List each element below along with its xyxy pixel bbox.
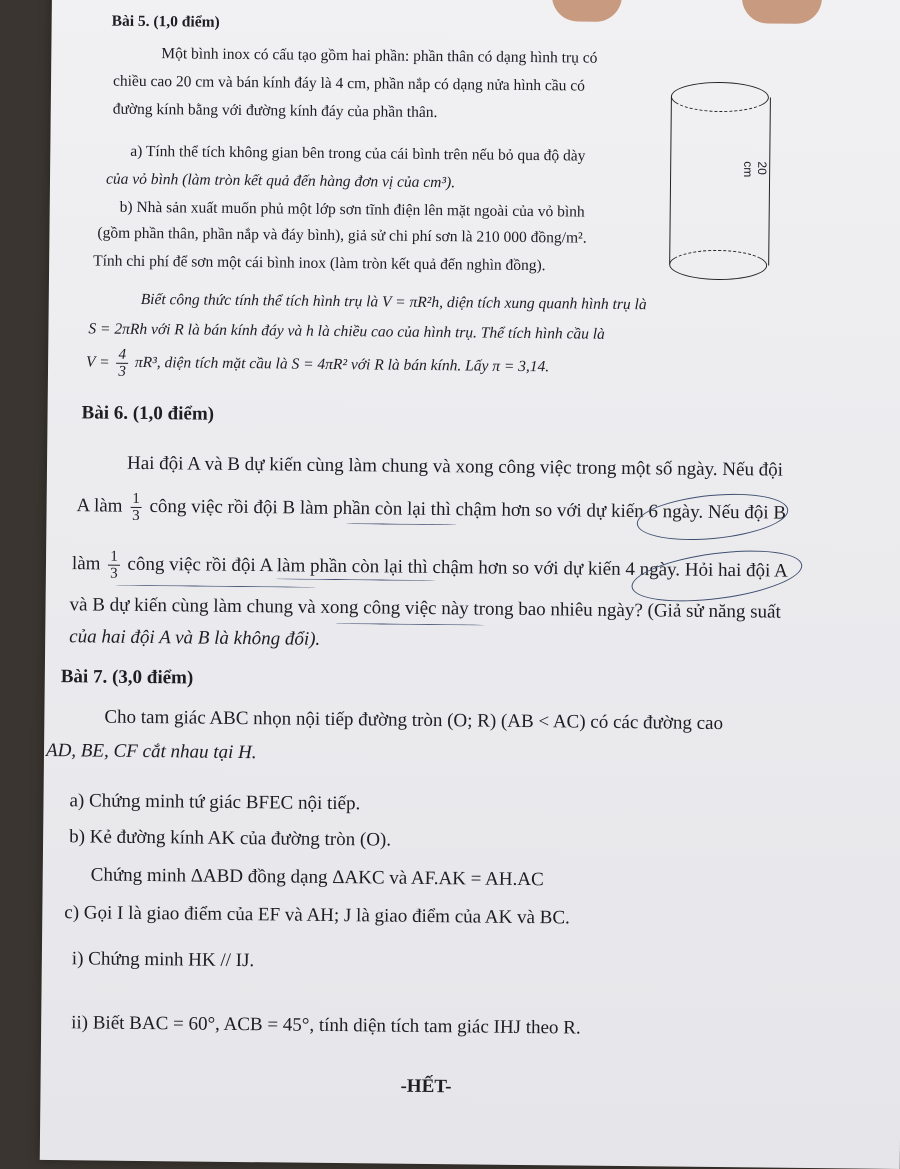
- fraction-numerator: 4: [116, 347, 128, 364]
- bai7-question-c: c) Gọi I là giao điểm của EF và AH; J là giao điểm của AK và BC.: [64, 902, 570, 929]
- bai6-text: và B dự kiến cùng làm chung và xong công việc này trong bao nhiêu ngày? (Giả sử năng suất: [69, 594, 781, 623]
- height-label: 20 cm: [741, 161, 770, 178]
- fraction: [130, 491, 142, 524]
- bai5-title: Bài 5. (1,0 điểm): [111, 12, 220, 31]
- bai7-question-cii: ii) Biết BAC = 60°, ACB = 45°, tính diện tích tam giác IHJ theo R.: [71, 1012, 581, 1039]
- bai6-text-part: công việc rồi đội B làm phần còn lại thì chậm hơn so với dự kiến 6 ngày. Nếu đội B: [149, 495, 787, 524]
- bai7-question-b: Chứng minh ΔABD đồng dạng ΔAKC và AF.AK = AH.AC: [90, 864, 544, 891]
- bai7-text: Cho tam giác ABC nhọn nội tiếp đường tròn (O; R) (AB < AC) có các đường cao: [104, 706, 724, 735]
- formula-text: πR³, diện tích mặt cầu là S = 4πR² với R là bán kính. Lấy π = 3,14.: [134, 353, 550, 376]
- pen-underline: [335, 623, 485, 626]
- bai7-question-b: b) Kẻ đường kính AK của đường tròn (O).: [69, 826, 392, 851]
- finger: [742, 0, 822, 24]
- bai5-formula: Biết công thức tính thể tích hình trụ là V = πR²h, diện tích xung quanh hình trụ là: [140, 290, 647, 314]
- pen-circle: [629, 542, 805, 610]
- fraction-denominator: 3: [118, 363, 126, 380]
- fraction: [108, 549, 120, 582]
- end-marker: -HẾT-: [400, 1075, 452, 1098]
- bai5-question-b: b) Nhà sản xuất muốn phủ một lớp sơn tĩnh điện lên mặt ngoài của vỏ bình: [119, 198, 585, 221]
- bai5-intro: chiều cao 20 cm và bán kính đáy là 4 cm, phần nắp có dạng nửa hình cầu có: [112, 72, 586, 95]
- bai5-question-a: của vỏ bình (làm tròn kết quả đến hàng đơn vị của cm³).: [105, 170, 456, 192]
- bai5-formula: S = 2πRh với R là bán kính đáy và h là chiều cao của hình trụ. Thể tích hình cầu là: [88, 320, 605, 343]
- finger: [552, 0, 622, 22]
- cylinder-bottom: [669, 249, 767, 280]
- cylinder-figure: [669, 81, 771, 282]
- pen-underline: [116, 585, 316, 588]
- bai5-question-b: (gồm phần thân, phần nắp và đáy bình), giả sử chi phí sơn là 210 000 đồng/m².: [97, 224, 587, 247]
- bai7-title: Bài 7. (3,0 điểm): [60, 666, 194, 689]
- bai6-text-part: A làm: [76, 495, 123, 517]
- bai7-text: AD, BE, CF cắt nhau tại H.: [45, 739, 257, 764]
- bai6-text: của hai đội A và B là không đổi).: [69, 626, 321, 650]
- formula-text: V =: [86, 353, 110, 371]
- fraction-numerator: 1: [108, 549, 120, 566]
- bai7-question-a: a) Chứng minh tứ giác BFEC nội tiếp.: [69, 790, 361, 815]
- fraction-denominator: 3: [110, 565, 118, 582]
- bai5-intro: Một bình inox có cấu tạo gồm hai phần: phần thân có dạng hình trụ có: [161, 45, 598, 67]
- fraction-denominator: 3: [132, 507, 140, 524]
- bai5-formula: [86, 346, 549, 384]
- bai5-intro: đường kính bằng với đường kính đáy của phần thân.: [112, 100, 438, 122]
- bai5-question-b: Tính chi phí để sơn một cái bình inox (làm tròn kết quả đến nghìn đồng).: [93, 252, 546, 275]
- bai6-text-part: công việc rồi đội A làm phần còn lại thì chậm hơn so với dự kiến 4 ngày. Hỏi hai đội A: [127, 553, 788, 582]
- bai5-question-a: a) Tính thể tích không gian bên trong của cái bình trên nếu bỏ qua độ dày: [130, 142, 586, 165]
- bai6-text: Hai đội A và B dự kiến cùng làm chung và xong công việc trong một số ngày. Nếu đội: [126, 452, 784, 481]
- bai6-title: Bài 6. (1,0 điểm): [81, 402, 215, 425]
- fraction: [116, 347, 128, 380]
- exam-paper: [40, 0, 900, 1169]
- bai7-question-ci: i) Chứng minh HK // IJ.: [71, 948, 255, 972]
- bai6-text-part: làm: [71, 553, 101, 575]
- fraction-numerator: 1: [130, 491, 142, 508]
